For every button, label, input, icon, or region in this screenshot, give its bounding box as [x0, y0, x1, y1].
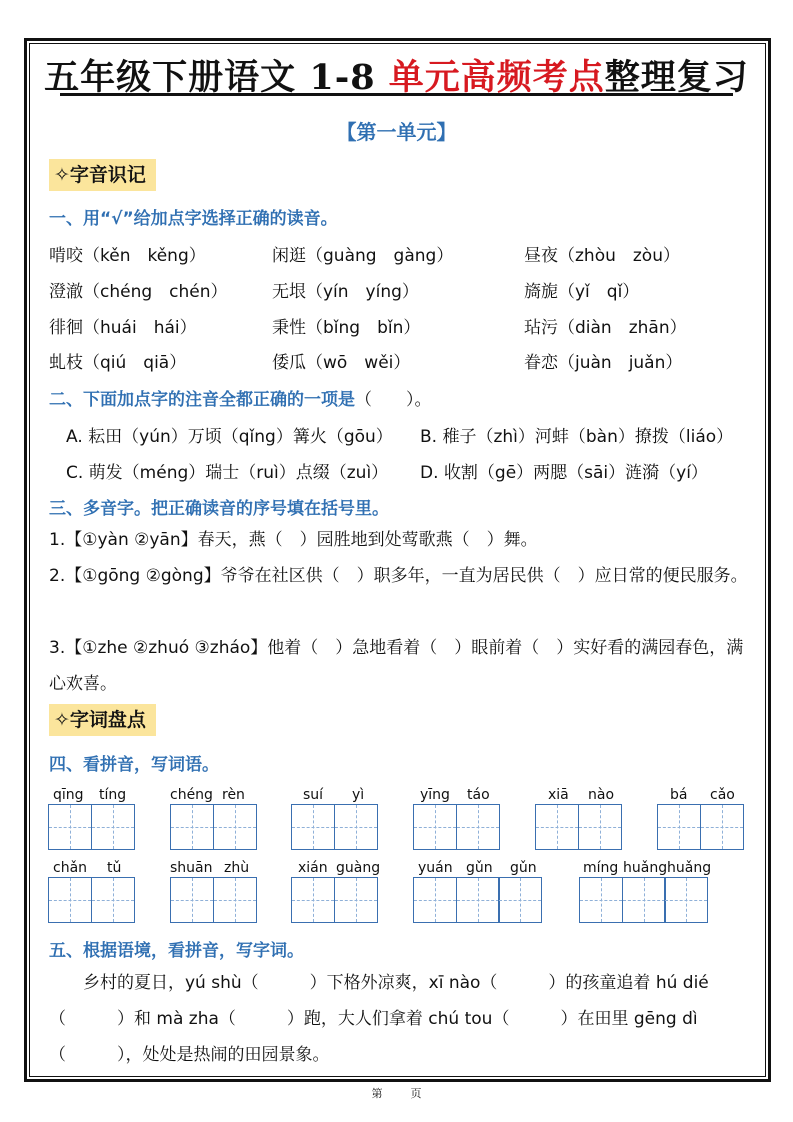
- footer-left: 第: [371, 1087, 383, 1100]
- q2-option-d: D. 收割（gē）两腮（sāi）涟漪（yí）: [420, 463, 708, 483]
- pinyin-label: tíng: [99, 787, 127, 803]
- q2-heading-text: 二、下面加点字的注音全都正确的一项是: [49, 390, 355, 410]
- writing-grid[interactable]: [170, 804, 255, 850]
- page-footer: [0, 1085, 793, 1101]
- writing-grid[interactable]: [657, 804, 742, 850]
- q3-item-1: 1.【①yàn ②yān】春天，燕（ ）园胜地到处莺歌燕（ ）舞。: [49, 530, 538, 550]
- q4-heading: 四、看拼音，写词语。: [49, 755, 219, 775]
- pinyin-label: táo: [467, 787, 490, 803]
- section-tag-pronunciation: ✧字音识记: [49, 159, 156, 191]
- title-part3: 整理复习: [604, 57, 749, 98]
- q1-heading: 一、用“√”给加点字选择正确的读音。: [49, 209, 338, 229]
- writing-grid[interactable]: [48, 877, 133, 923]
- q2-heading: [49, 385, 432, 410]
- footer-right: 页: [410, 1087, 422, 1100]
- pinyin-label: shuān: [170, 860, 213, 876]
- q2-option-c: C. 萌发（méng）瑞士（ruì）点缀（zuì）: [66, 463, 389, 483]
- pinyin-label: yuán: [418, 860, 453, 876]
- pinyin-label: bá: [670, 787, 688, 803]
- q2-answer-blank: （ ）。: [355, 390, 432, 410]
- pinyin-label: huǎng: [623, 860, 668, 876]
- title-highlight: 单元高频考点: [388, 57, 605, 98]
- writing-grid[interactable]: [48, 804, 133, 850]
- pinyin-label: nào: [588, 787, 615, 803]
- q3-item-3: 3.【①zhe ②zhuó ③zháo】他着（ ）急地看着（ ）眼前着（ ）实好看的满园春色，满心欢喜。: [49, 638, 744, 694]
- section-tag-vocabulary: ✧字词盘点: [49, 704, 156, 736]
- q2-option-b: B. 稚子（zhì）河蚌（bàn）撩拨（liáo）: [420, 427, 734, 447]
- q1-item: 澄澈（chéng chén）: [49, 282, 228, 302]
- title-part1: 五年级下册语文 1-8: [44, 57, 389, 98]
- writing-grid[interactable]: [413, 877, 541, 923]
- unit-heading: 【第一单元】: [336, 120, 457, 144]
- q1-item: 昼夜（zhòu zòu）: [524, 246, 680, 266]
- q5-heading: 五、根据语境，看拼音，写字词。: [49, 941, 304, 961]
- pinyin-label: yīng: [420, 787, 450, 803]
- q1-item: 啃咬（kěn kěng）: [49, 246, 206, 266]
- pinyin-label: huǎng: [667, 860, 712, 876]
- writing-grid[interactable]: [170, 877, 255, 923]
- pinyin-label: yì: [352, 787, 365, 803]
- pinyin-label: chéng: [170, 787, 213, 803]
- q1-item: 徘徊（huái hái）: [49, 318, 197, 338]
- writing-grid[interactable]: [291, 877, 376, 923]
- pinyin-label: tǔ: [107, 860, 122, 876]
- pinyin-label: rèn: [222, 787, 245, 803]
- pinyin-label: gǔn: [510, 860, 537, 876]
- pinyin-label: qīng: [53, 787, 84, 803]
- pinyin-label: xián: [298, 860, 328, 876]
- q1-item: 秉性（bǐng bǐn）: [272, 318, 421, 338]
- q1-item: 无垠（yín yíng）: [272, 282, 419, 302]
- writing-grid[interactable]: [535, 804, 620, 850]
- q1-item: 虬枝（qiú qiā）: [49, 353, 187, 373]
- q5-paragraph: 乡村的夏日，yú shù（ ）下格外凉爽，xī nào（ ）的孩童追着 hú dié（ ）和 mà zha（ ）跑，大人们拿着 chú tou（ ）在田里 gēng dì（ ），处处是热闹的田园景象。: [49, 973, 709, 1065]
- q1-item: 玷污（diàn zhān）: [524, 318, 687, 338]
- pinyin-label: cǎo: [710, 787, 735, 803]
- q2-option-a: A. 耘田（yún）万顷（qǐng）篝火（gōu）: [66, 427, 393, 447]
- writing-grid[interactable]: [579, 877, 707, 923]
- writing-grid[interactable]: [413, 804, 498, 850]
- q1-item: 闲逛（guàng gàng）: [272, 246, 454, 266]
- pinyin-label: zhù: [224, 860, 250, 876]
- pinyin-label: míng: [583, 860, 619, 876]
- pinyin-label: chǎn: [53, 860, 88, 876]
- q1-item: 眷恋（juàn juǎn）: [524, 353, 683, 373]
- pinyin-label: suí: [303, 787, 324, 803]
- pinyin-label: gǔn: [466, 860, 493, 876]
- writing-grid[interactable]: [291, 804, 376, 850]
- title-underline: [60, 93, 733, 96]
- q1-item: 倭瓜（wō wěi）: [272, 353, 411, 373]
- q3-heading: 三、多音字。把正确读音的序号填在括号里。: [49, 499, 389, 519]
- pinyin-label: guàng: [336, 860, 381, 876]
- q3-item-2: 2.【①gōng ②gòng】爷爷在社区供（ ）职多年，一直为居民供（ ）应日常的便民服务。: [49, 566, 748, 586]
- q1-item: 旖旎（yǐ qǐ）: [524, 282, 640, 302]
- pinyin-label: xiā: [548, 787, 569, 803]
